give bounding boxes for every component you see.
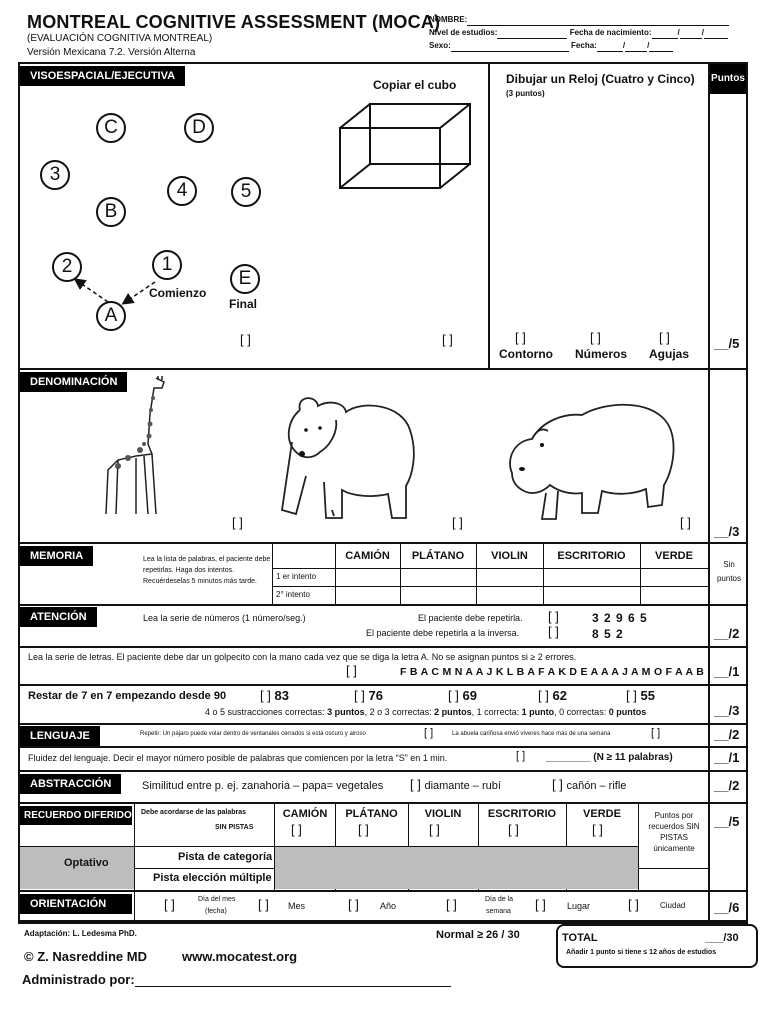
total-box bbox=[556, 924, 758, 968]
dia-semana-box[interactable]: [ ] bbox=[446, 897, 457, 912]
atencion-label: ATENCIÓN bbox=[20, 607, 97, 627]
memoria-instruction: Lea la lista de palabras, el paciente debe repetirlas. Haga dos intentos. Recuérdeselas 5 minutos más tarde. bbox=[143, 556, 271, 585]
memoria-word-5: VERDE bbox=[655, 550, 693, 562]
bear-score-box[interactable]: [ ] bbox=[452, 515, 463, 530]
serial-7-scoring: 4 o 5 sustracciones correctas: 3 puntos, 2 o 3 correctas: 2 puntos, 1 correcta: 1 punto, 0 correctas: 0 puntos bbox=[205, 707, 647, 717]
numeros-score-box[interactable]: [ ] bbox=[590, 330, 601, 345]
sexo-fecha-field[interactable]: Sexo: Fecha: / / bbox=[429, 40, 673, 52]
recuerdo-label: RECUERDO DIFERIDO bbox=[20, 806, 132, 825]
mes-label: Mes bbox=[288, 901, 306, 911]
mes-box[interactable]: [ ] bbox=[258, 897, 269, 912]
atencion-repeat-label: El paciente debe repetirla. bbox=[418, 613, 523, 623]
agujas-label: Agujas bbox=[649, 347, 690, 361]
digits-forward: 3 2 9 6 5 bbox=[592, 611, 648, 625]
memoria-try-2: 2° intento bbox=[276, 590, 310, 599]
total-score[interactable]: ___/30 bbox=[705, 932, 739, 944]
dia-mes-box[interactable]: [ ] bbox=[164, 897, 175, 912]
score-column-divider bbox=[708, 62, 710, 922]
giraffe-picture bbox=[96, 374, 186, 524]
repeat-sentence-1: Repetir: Un pájaro puede volar dentro de ventanales cerrados si está oscuro y airoso bbox=[140, 731, 366, 737]
memoria-try-1: 1 er intento bbox=[276, 572, 317, 581]
letters-score-box[interactable]: [ ] bbox=[346, 663, 357, 678]
contorno-score-box[interactable]: [ ] bbox=[515, 330, 526, 345]
serial-7-box-5[interactable]: [ ] 55 bbox=[626, 688, 655, 703]
form-subtitle: (EVALUACIÓN COGNITIVA MONTREAL) bbox=[27, 33, 213, 44]
lugar-label: Lugar bbox=[567, 901, 591, 911]
denominacion-label: DENOMINACIÓN bbox=[20, 372, 127, 392]
hippo-score-box[interactable]: [ ] bbox=[680, 515, 691, 530]
serial-7-instruction: Restar de 7 en 7 empezando desde 90 bbox=[28, 690, 227, 702]
optativo-label: Optativo bbox=[64, 857, 109, 869]
nivel-estudios-field[interactable]: Nivel de estudios: Fecha de nacimiento: / / bbox=[429, 27, 728, 39]
lugar-box[interactable]: [ ] bbox=[535, 897, 546, 912]
clock-points: (3 puntos) bbox=[506, 89, 545, 98]
cube-instruction: Copiar el cubo bbox=[373, 78, 457, 92]
ciudad-label: Ciudad bbox=[660, 901, 686, 910]
final-label: Final bbox=[229, 297, 258, 311]
trail-node-4: 4 bbox=[167, 176, 197, 206]
clock-divider bbox=[488, 62, 490, 368]
form-version: Versión Mexicana 7.2. Versión Alterna bbox=[27, 47, 196, 58]
category-cue-label: Pista de categoría bbox=[178, 851, 273, 863]
orientacion-score[interactable]: __/6 bbox=[714, 900, 740, 915]
recuerdo-note: Puntos por recuerdos SIN PISTAS únicamente bbox=[648, 811, 700, 853]
fecha-label: (fecha) bbox=[205, 908, 227, 915]
atencion-score-1[interactable]: __/2 bbox=[714, 626, 740, 641]
digits-forward-score-box[interactable]: [ ] bbox=[548, 609, 559, 624]
numeros-label: Números bbox=[575, 347, 628, 361]
trail-node-3: 3 bbox=[40, 160, 70, 190]
memoria-sin-puntos: Sin puntos bbox=[716, 560, 742, 583]
abstraction-example: Similitud entre p. ej. zanahoria – papa= vegetales bbox=[142, 780, 384, 792]
trail-node-c: C bbox=[96, 113, 126, 143]
comienzo-label: Comienzo bbox=[149, 286, 207, 300]
recall-word-5: VERDE bbox=[583, 808, 621, 820]
recall-word-2: PLÁTANO bbox=[345, 808, 398, 820]
dia-semana-label-2: semana bbox=[486, 908, 511, 915]
dia-mes-label: Día del mes bbox=[198, 896, 236, 903]
trail-node-e: E bbox=[230, 264, 260, 294]
clock-instruction: Dibujar un Reloj (Cuatro y Cinco) bbox=[506, 72, 695, 86]
multiple-choice-label: Pista elección múltiple bbox=[153, 872, 272, 884]
trail-node-d: D bbox=[184, 113, 214, 143]
memoria-word-3: VIOLIN bbox=[491, 550, 528, 562]
fluency-score-box[interactable]: [ ] bbox=[516, 750, 526, 762]
trail-node-5: 5 bbox=[231, 177, 261, 207]
atencion-score-3[interactable]: __/3 bbox=[714, 703, 740, 718]
recuerdo-instruction-2: SIN PISTAS bbox=[215, 824, 254, 831]
recuerdo-score[interactable]: __/5 bbox=[714, 814, 740, 829]
serial-7-box-3[interactable]: [ ] 69 bbox=[448, 688, 477, 703]
abstraccion-label: ABSTRACCIÓN bbox=[20, 774, 121, 794]
digits-backward-score-box[interactable]: [ ] bbox=[548, 624, 559, 639]
hippo-picture bbox=[502, 395, 682, 525]
memoria-word-4: ESCRITORIO bbox=[557, 550, 626, 562]
repeat-2-score-box[interactable]: [ ] bbox=[651, 727, 661, 739]
copyright: © Z. Nasreddine MD bbox=[24, 949, 147, 964]
visuo-label: VISOESPACIAL/EJECUTIVA bbox=[20, 66, 185, 86]
total-label: TOTAL bbox=[562, 932, 598, 944]
atencion-score-2[interactable]: __/1 bbox=[714, 664, 740, 679]
trail-node-b: B bbox=[96, 197, 126, 227]
recuerdo-instruction-1: Debe acordarse de las palabras bbox=[141, 809, 247, 816]
lenguaje-label: LENGUAJE bbox=[20, 726, 100, 746]
normal-threshold: Normal ≥ 26 / 30 bbox=[436, 929, 520, 941]
serial-7-box-4[interactable]: [ ] 62 bbox=[538, 688, 567, 703]
recall-5-box[interactable]: [ ] bbox=[592, 822, 603, 837]
recall-3-box[interactable]: [ ] bbox=[429, 822, 440, 837]
recall-word-3: VIOLIN bbox=[424, 808, 462, 820]
form-title: MONTREAL COGNITIVE ASSESSMENT (MOCA) bbox=[27, 12, 441, 32]
bear-picture bbox=[272, 390, 422, 526]
abstraction-2-box[interactable]: [ ] cañón – rifle bbox=[552, 777, 627, 792]
recall-1-box[interactable]: [ ] bbox=[291, 822, 302, 837]
abstraccion-score[interactable]: __/2 bbox=[714, 778, 740, 793]
lenguaje-score-1[interactable]: __/2 bbox=[714, 727, 740, 742]
nombre-field[interactable]: NOMBRE: bbox=[429, 14, 729, 26]
repeat-1-score-box[interactable]: [ ] bbox=[424, 727, 434, 739]
recall-2-box[interactable]: [ ] bbox=[358, 822, 369, 837]
puntos-header: Puntos bbox=[710, 64, 746, 94]
adaptation-credit: Adaptación: L. Ledesma PhD. bbox=[24, 929, 137, 938]
agujas-score-box[interactable]: [ ] bbox=[659, 330, 670, 345]
orientacion-label: ORIENTACIÓN bbox=[20, 894, 132, 914]
memoria-label: MEMORIA bbox=[20, 546, 93, 566]
fluency-threshold: ________ (N ≥ 11 palabras) bbox=[546, 752, 673, 763]
recall-4-box[interactable]: [ ] bbox=[508, 822, 519, 837]
anio-box[interactable]: [ ] bbox=[348, 897, 359, 912]
fluency-instruction: Fluidez del lenguaje. Decir el mayor número posible de palabras que comiencen por la letra “S” en 1 min. bbox=[28, 753, 448, 763]
lenguaje-score-2[interactable]: __/1 bbox=[714, 750, 740, 765]
trail-score-box[interactable]: [ ] bbox=[240, 332, 251, 347]
visuo-score[interactable]: __/5 bbox=[714, 336, 740, 351]
letters-instruction: Lea la serie de letras. El paciente debe dar un golpecito con la mano cada vez que se diga la letra A. No se asignan puntos si ≥ 2 errores. bbox=[28, 652, 577, 662]
total-note: Añadir 1 punto si tiene ≤ 12 años de estudios bbox=[566, 949, 717, 956]
giraffe-score-box[interactable]: [ ] bbox=[232, 515, 243, 530]
memoria-word-1: CAMIÓN bbox=[345, 550, 390, 562]
contorno-label: Contorno bbox=[499, 347, 553, 361]
atencion-inverse-label: El paciente debe repetirla a la inversa. bbox=[366, 628, 520, 638]
website: www.mocatest.org bbox=[182, 949, 298, 964]
repeat-sentence-2: La abuela cariñosa envió víveres hace más de una semana bbox=[452, 731, 611, 737]
anio-label: Año bbox=[380, 901, 397, 911]
ciudad-box[interactable]: [ ] bbox=[628, 897, 639, 912]
dia-semana-label-1: Día de la bbox=[485, 896, 514, 903]
cube-drawing bbox=[330, 98, 480, 198]
serial-7-box-2[interactable]: [ ] 76 bbox=[354, 688, 383, 703]
administrado-por-field[interactable]: Administrado por: bbox=[22, 972, 451, 987]
trail-node-a: A bbox=[96, 301, 126, 331]
recall-word-4: ESCRITORIO bbox=[487, 808, 557, 820]
trail-node-2: 2 bbox=[52, 252, 82, 282]
atencion-instruction: Lea la serie de números (1 número/seg.) bbox=[143, 613, 306, 623]
denominacion-score[interactable]: __/3 bbox=[714, 524, 740, 539]
recall-word-1: CAMIÓN bbox=[282, 808, 328, 820]
digits-backward: 8 5 2 bbox=[592, 627, 624, 641]
abstraction-1-box[interactable]: [ ] diamante – rubí bbox=[410, 777, 501, 792]
letters-sequence: F B A C M N A A J K L B A F A K D E A A A J A M O F A A B bbox=[400, 666, 705, 678]
serial-7-box-1[interactable]: [ ] 83 bbox=[260, 688, 289, 703]
cube-score-box[interactable]: [ ] bbox=[442, 332, 453, 347]
trail-node-1: 1 bbox=[152, 250, 182, 280]
memoria-word-2: PLÁTANO bbox=[411, 550, 465, 562]
